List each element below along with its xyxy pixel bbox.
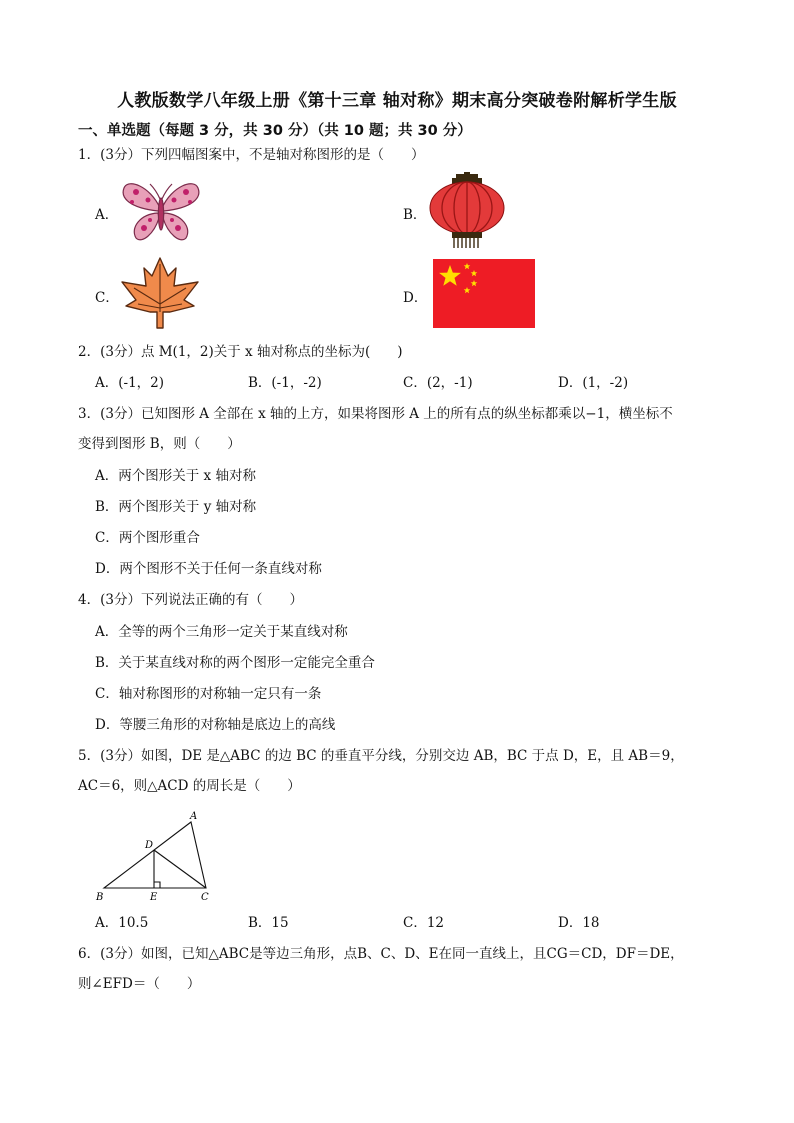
q3-option-d[interactable]: D．两个图形不关于任何一条直线对称: [95, 561, 322, 577]
label-d: D: [145, 840, 154, 851]
question-1-stem: 1．(3分）下列四幅图案中，不是轴对称图形的是（ ）: [78, 147, 425, 163]
question-4-stem: 4．(3分）下列说法正确的有（ ）: [78, 592, 303, 608]
q2-option-c[interactable]: C．(2，-1): [403, 375, 473, 391]
q2-option-d[interactable]: D．(1，-2): [558, 375, 629, 391]
question-3-stem-line2: 变得到图形 B，则（ ）: [78, 436, 241, 452]
q1-option-b-label[interactable]: B．: [403, 207, 427, 223]
document-title: 人教版数学八年级上册《第十三章 轴对称》期末高分突破卷附解析学生版: [117, 91, 677, 111]
q4-option-a[interactable]: A．全等的两个三角形一定关于某直线对称: [95, 624, 348, 640]
q5-option-a[interactable]: A．10.5: [95, 915, 149, 931]
q2-option-b[interactable]: B．(-1，-2): [248, 375, 322, 391]
q3-option-b[interactable]: B．两个图形关于 y 轴对称: [95, 499, 257, 515]
q5-option-c[interactable]: C．12: [403, 915, 445, 931]
lantern-image: [428, 172, 506, 250]
label-c: C: [201, 892, 209, 903]
question-2-stem: 2．(3分）点 M(1，2)关于 x 轴对称点的坐标为( ): [78, 344, 403, 360]
q3-option-c[interactable]: C．两个图形重合: [95, 530, 200, 546]
section-heading: 一、单选题（每题 3 分，共 30 分）（共 10 题；共 30 分）: [78, 123, 472, 139]
chinese-flag-image: [433, 259, 535, 328]
maple-leaf-image: [118, 256, 202, 330]
q3-option-a[interactable]: A．两个图形关于 x 轴对称: [95, 468, 256, 484]
q4-option-b[interactable]: B．关于某直线对称的两个图形一定能完全重合: [95, 655, 375, 671]
q5-option-d[interactable]: D．18: [558, 915, 600, 931]
q1-option-a-label[interactable]: A．: [95, 207, 119, 223]
q2-option-a[interactable]: A．(-1，2): [95, 375, 165, 391]
label-a: A: [190, 811, 198, 822]
q5-option-b[interactable]: B．15: [248, 915, 289, 931]
q4-option-d[interactable]: D．等腰三角形的对称轴是底边上的高线: [95, 717, 336, 733]
question-5-stem-line2: AC＝6，则△ACD 的周长是（ ）: [78, 778, 301, 794]
label-b: B: [96, 892, 104, 903]
label-e: E: [150, 892, 158, 903]
q4-option-c[interactable]: C．轴对称图形的对称轴一定只有一条: [95, 686, 322, 702]
triangle-figure: [90, 806, 220, 906]
question-6-stem-line2: 则∠EFD＝（ ）: [78, 976, 201, 992]
question-6-stem-line1: 6．(3分）如图，已知△ABC是等边三角形，点B、C、D、E在同一直线上，且CG＝CD，DF＝DE，: [78, 946, 684, 962]
question-5-stem-line1: 5．(3分）如图，DE 是△ABC 的边 BC 的垂直平分线，分别交边 AB，BC 于点 D，E，且 AB＝9，: [78, 748, 684, 764]
butterfly-image: [120, 178, 202, 244]
q1-option-d-label[interactable]: D．: [403, 290, 428, 306]
question-3-stem-line1: 3．(3分）已知图形 A 全部在 x 轴的上方，如果将图形 A 上的所有点的纵坐标都乘以−1，横坐标不: [78, 406, 673, 422]
q1-option-c-label[interactable]: C．: [95, 290, 119, 306]
